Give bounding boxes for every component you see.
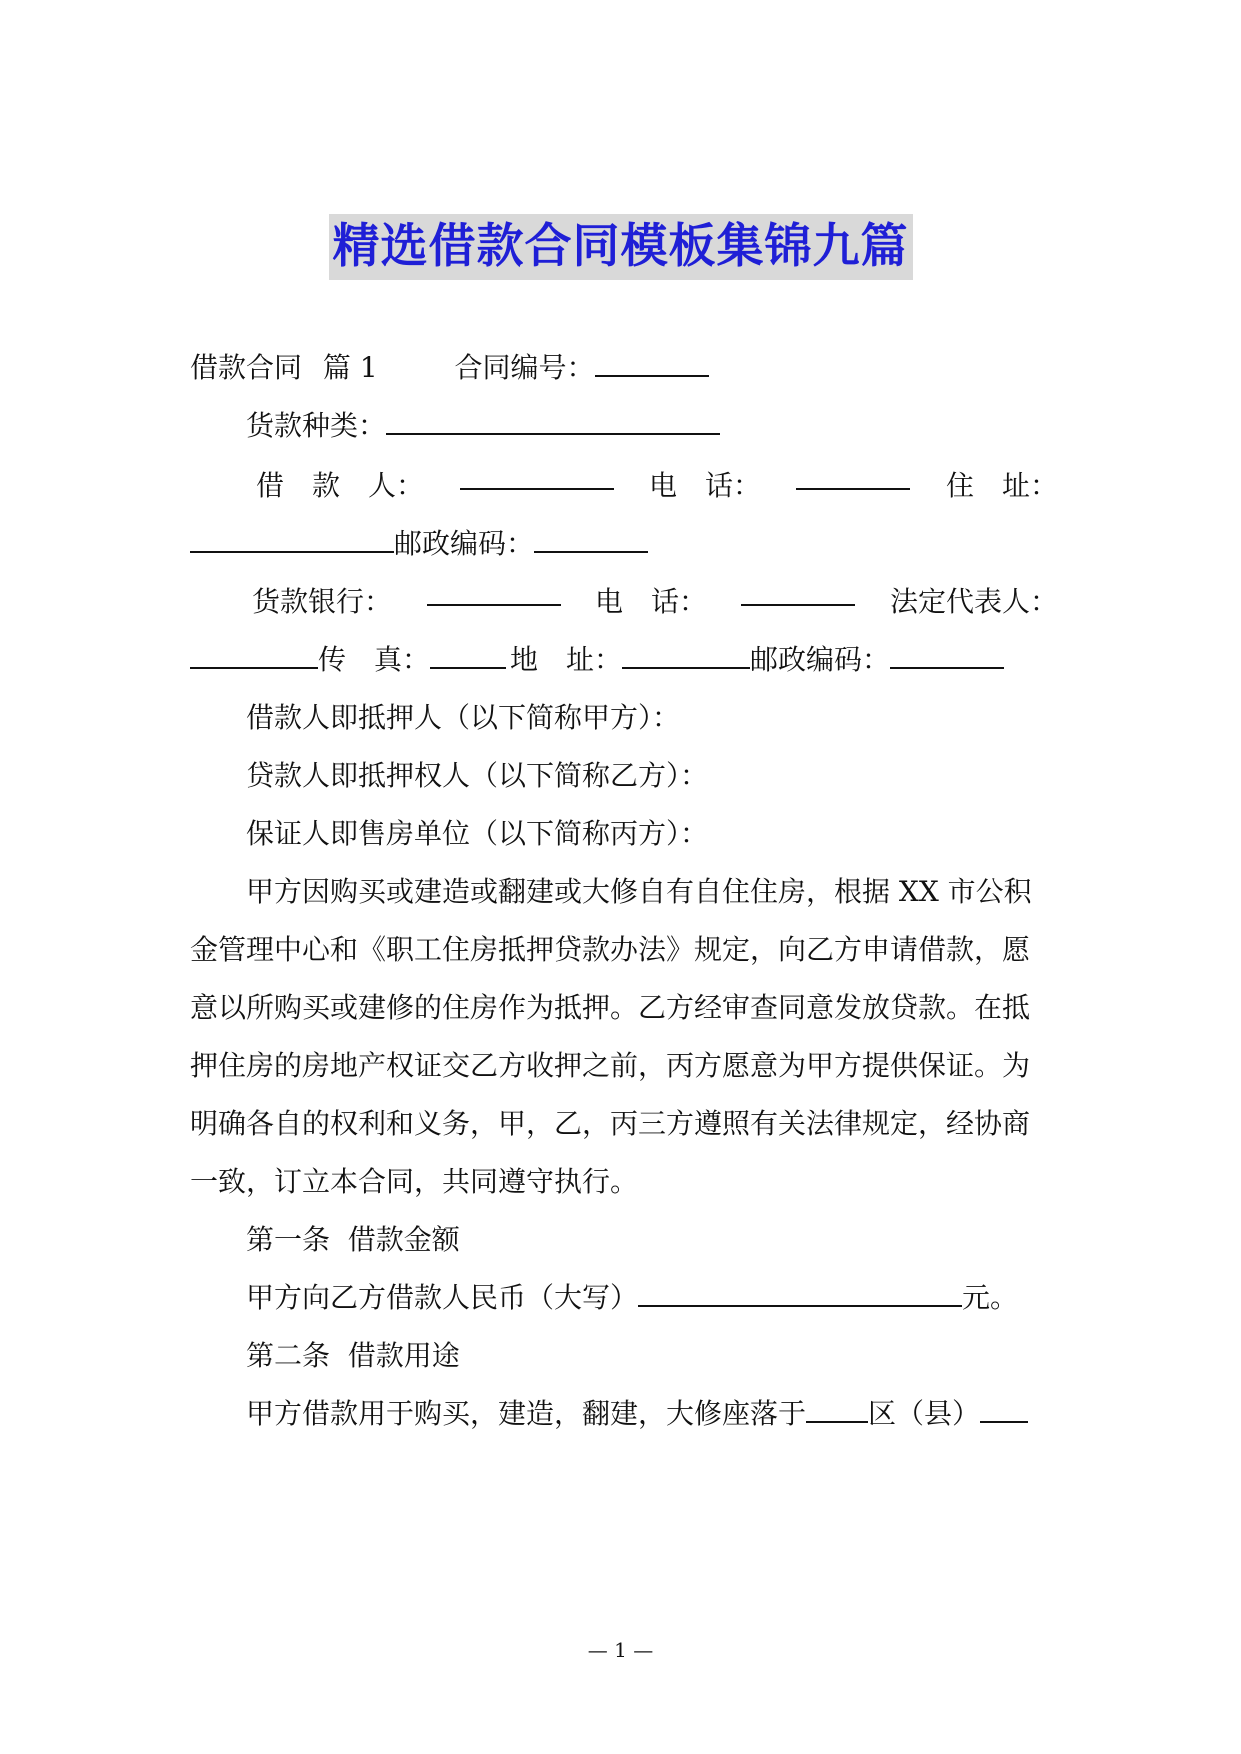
body-line-2: 金管理中心和《职工住房抵押贷款办法》规定，向乙方申请借款，愿 — [190, 933, 1031, 966]
legal-rep-label: 法定代表人： — [889, 585, 1058, 618]
fax-blank — [430, 645, 506, 669]
article-1-text: 甲方向乙方借款人民币（大写） — [246, 1281, 639, 1314]
loan-type-line — [190, 406, 1058, 446]
article-2-text-line — [190, 1394, 1058, 1434]
bank-label: 货款银行： — [252, 585, 393, 618]
borrower-address-label: 住 址： — [945, 469, 1058, 502]
document-title: 精选借款合同模板集锦九篇 — [329, 214, 913, 280]
borrower-phone-blank — [796, 466, 910, 490]
article-2-text: 甲方借款用于购买，建造，翻建，大修座落于 — [246, 1397, 807, 1430]
bank-blank — [427, 582, 561, 606]
borrower-line — [190, 466, 1058, 506]
body-line-1: 甲方因购买或建造或翻建或大修自有自住住房，根据 XX 市公积 — [246, 875, 1032, 908]
bank-phone-label: 电 话： — [594, 585, 707, 618]
loan-type-blank — [386, 411, 720, 435]
bank-location-label: 地 址： — [510, 643, 623, 676]
party-a-line: 借款人即抵押人（以下简称甲方）： — [246, 701, 681, 734]
part-label: 篇 1 — [322, 351, 378, 384]
contract-header-line — [190, 348, 1058, 388]
borrower-postcode-label: 邮政编码： — [394, 527, 535, 560]
body-line-4: 押住房的房地产权证交乙方收押之前，丙方愿意为甲方提供保证。为 — [190, 1049, 1031, 1082]
party-c-line: 保证人即售房单位（以下简称丙方）： — [246, 817, 709, 850]
bank-details-line — [190, 640, 1058, 680]
bank-postcode-label: 邮政编码： — [750, 643, 891, 676]
loan-amount-blank — [638, 1283, 962, 1307]
bank-line — [190, 582, 1058, 622]
borrower-address-blank — [190, 529, 394, 553]
loan-type-label: 货款种类： — [246, 409, 387, 442]
borrower-phone-label: 电 话： — [648, 469, 761, 502]
body-line-6: 一致，订立本合同，共同遵守执行。 — [190, 1165, 639, 1198]
borrower-postcode-line — [190, 524, 1058, 564]
borrower-postcode-blank — [534, 529, 648, 553]
page-number: — 1 — — [587, 1638, 654, 1662]
body-line-5: 明确各自的权利和义务，甲，乙，丙三方遵照有关法律规定，经协商 — [190, 1107, 1031, 1140]
section-label: 借款合同 — [190, 351, 303, 384]
article-1-text-line — [190, 1278, 1058, 1318]
party-b-line: 贷款人即抵押权人（以下简称乙方）： — [246, 759, 709, 792]
county-blank — [980, 1399, 1028, 1423]
district-blank — [806, 1399, 868, 1423]
article-1-unit: 元。 — [962, 1281, 1019, 1314]
fax-label: 传 真： — [318, 643, 431, 676]
bank-location-blank — [622, 645, 750, 669]
article-1-heading: 第一条 借款金额 — [246, 1223, 460, 1256]
article-2-district: 区（县） — [868, 1397, 981, 1430]
legal-rep-blank — [190, 645, 318, 669]
bank-postcode-blank — [890, 645, 1004, 669]
body-line-3: 意以所购买或建修的住房作为抵押。乙方经审查同意发放贷款。在抵 — [190, 991, 1031, 1024]
article-2-heading: 第二条 借款用途 — [246, 1339, 460, 1372]
borrower-label: 借 款 人： — [256, 469, 425, 502]
borrower-blank — [460, 466, 614, 490]
bank-phone-blank — [741, 582, 855, 606]
contract-number-blank — [595, 353, 709, 377]
contract-number-label: 合同编号： — [454, 351, 595, 384]
